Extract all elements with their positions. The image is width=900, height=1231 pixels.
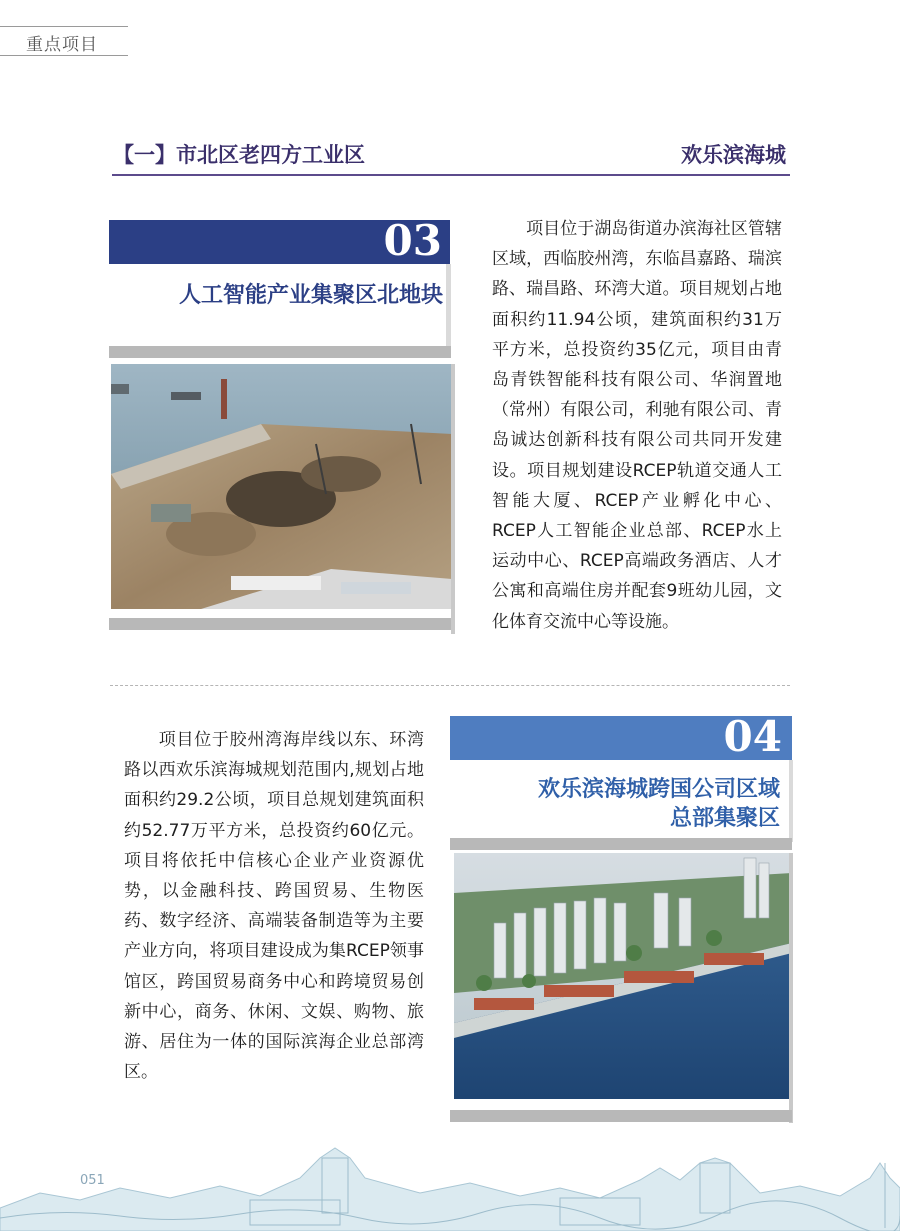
section-rule bbox=[112, 174, 790, 176]
project-description bbox=[492, 214, 782, 637]
construction-site-photo bbox=[111, 364, 452, 609]
project-description bbox=[124, 725, 424, 1087]
section-divider bbox=[110, 685, 790, 686]
decor-bar bbox=[450, 838, 792, 850]
project-title-line2: 总部集聚区 bbox=[669, 806, 780, 831]
page-number: 051 bbox=[80, 1173, 105, 1188]
decor-strip bbox=[446, 264, 451, 346]
project-number: 04 bbox=[723, 712, 782, 761]
description-text: 项目位于胶州湾海岸线以东、环湾路以西欢乐滨海城规划范围内,规划占地面积约29.2公顷，项目总规划建筑面积约52.77万平方米，总投资约60亿元。项目将依托中信核心企业产业资源优势，以金融科技、跨国贸易、生物医药、数字经济、高端装备制造等为主要产业方向，将项目建设成为集RCEP领事馆区，跨国贸易商务中心和跨境贸易创新中心，商务、休闲、文娱、购物、旅游、居住为一体的国际滨海企业总部湾区。 bbox=[124, 730, 424, 1083]
decor-strip bbox=[451, 364, 455, 634]
decor-bar bbox=[109, 346, 451, 358]
decor-strip bbox=[789, 853, 793, 1123]
city-skyline-illustration bbox=[0, 1138, 900, 1231]
header-tag: 重点项目 bbox=[26, 35, 98, 55]
decor-bar bbox=[109, 618, 451, 630]
project-title: 人工智能产业集聚区北地块 bbox=[178, 283, 443, 308]
waterfront-rendering-photo bbox=[454, 853, 792, 1099]
decor-strip bbox=[789, 760, 793, 842]
description-text: 项目位于湖岛街道办滨海社区管辖区域，西临胶州湾，东临昌嘉路、瑞滨路、瑞昌路、环湾大道。项目规划占地面积约11.94公顷，建筑面积约31万平方米，总投资约35亿元，项目由青岛青铁智能科技有限公司、华润置地（常州）有限公司，利驰有限公司、青岛诚达创新科技有限公司共同开发建设。项目规划建设RCEP轨道交通人工智能大厦、RCEP产业孵化中心、RCEP人工智能企业总部、RCEP水上运动中心、RCEP高端政务酒店、人才公寓和高端住房并配套9班幼儿园，文化体育交流中心等设施。 bbox=[492, 219, 782, 632]
project-title-line1: 欢乐滨海城跨国公司区域 bbox=[537, 777, 780, 802]
section-title: 【一】市北区老四方工业区 bbox=[113, 143, 365, 167]
section-subtitle: 欢乐滨海城 bbox=[681, 143, 786, 167]
header-rule-top bbox=[0, 26, 128, 27]
project-number: 03 bbox=[383, 216, 442, 265]
header-rule-bottom bbox=[0, 55, 128, 56]
decor-bar bbox=[450, 1110, 792, 1122]
